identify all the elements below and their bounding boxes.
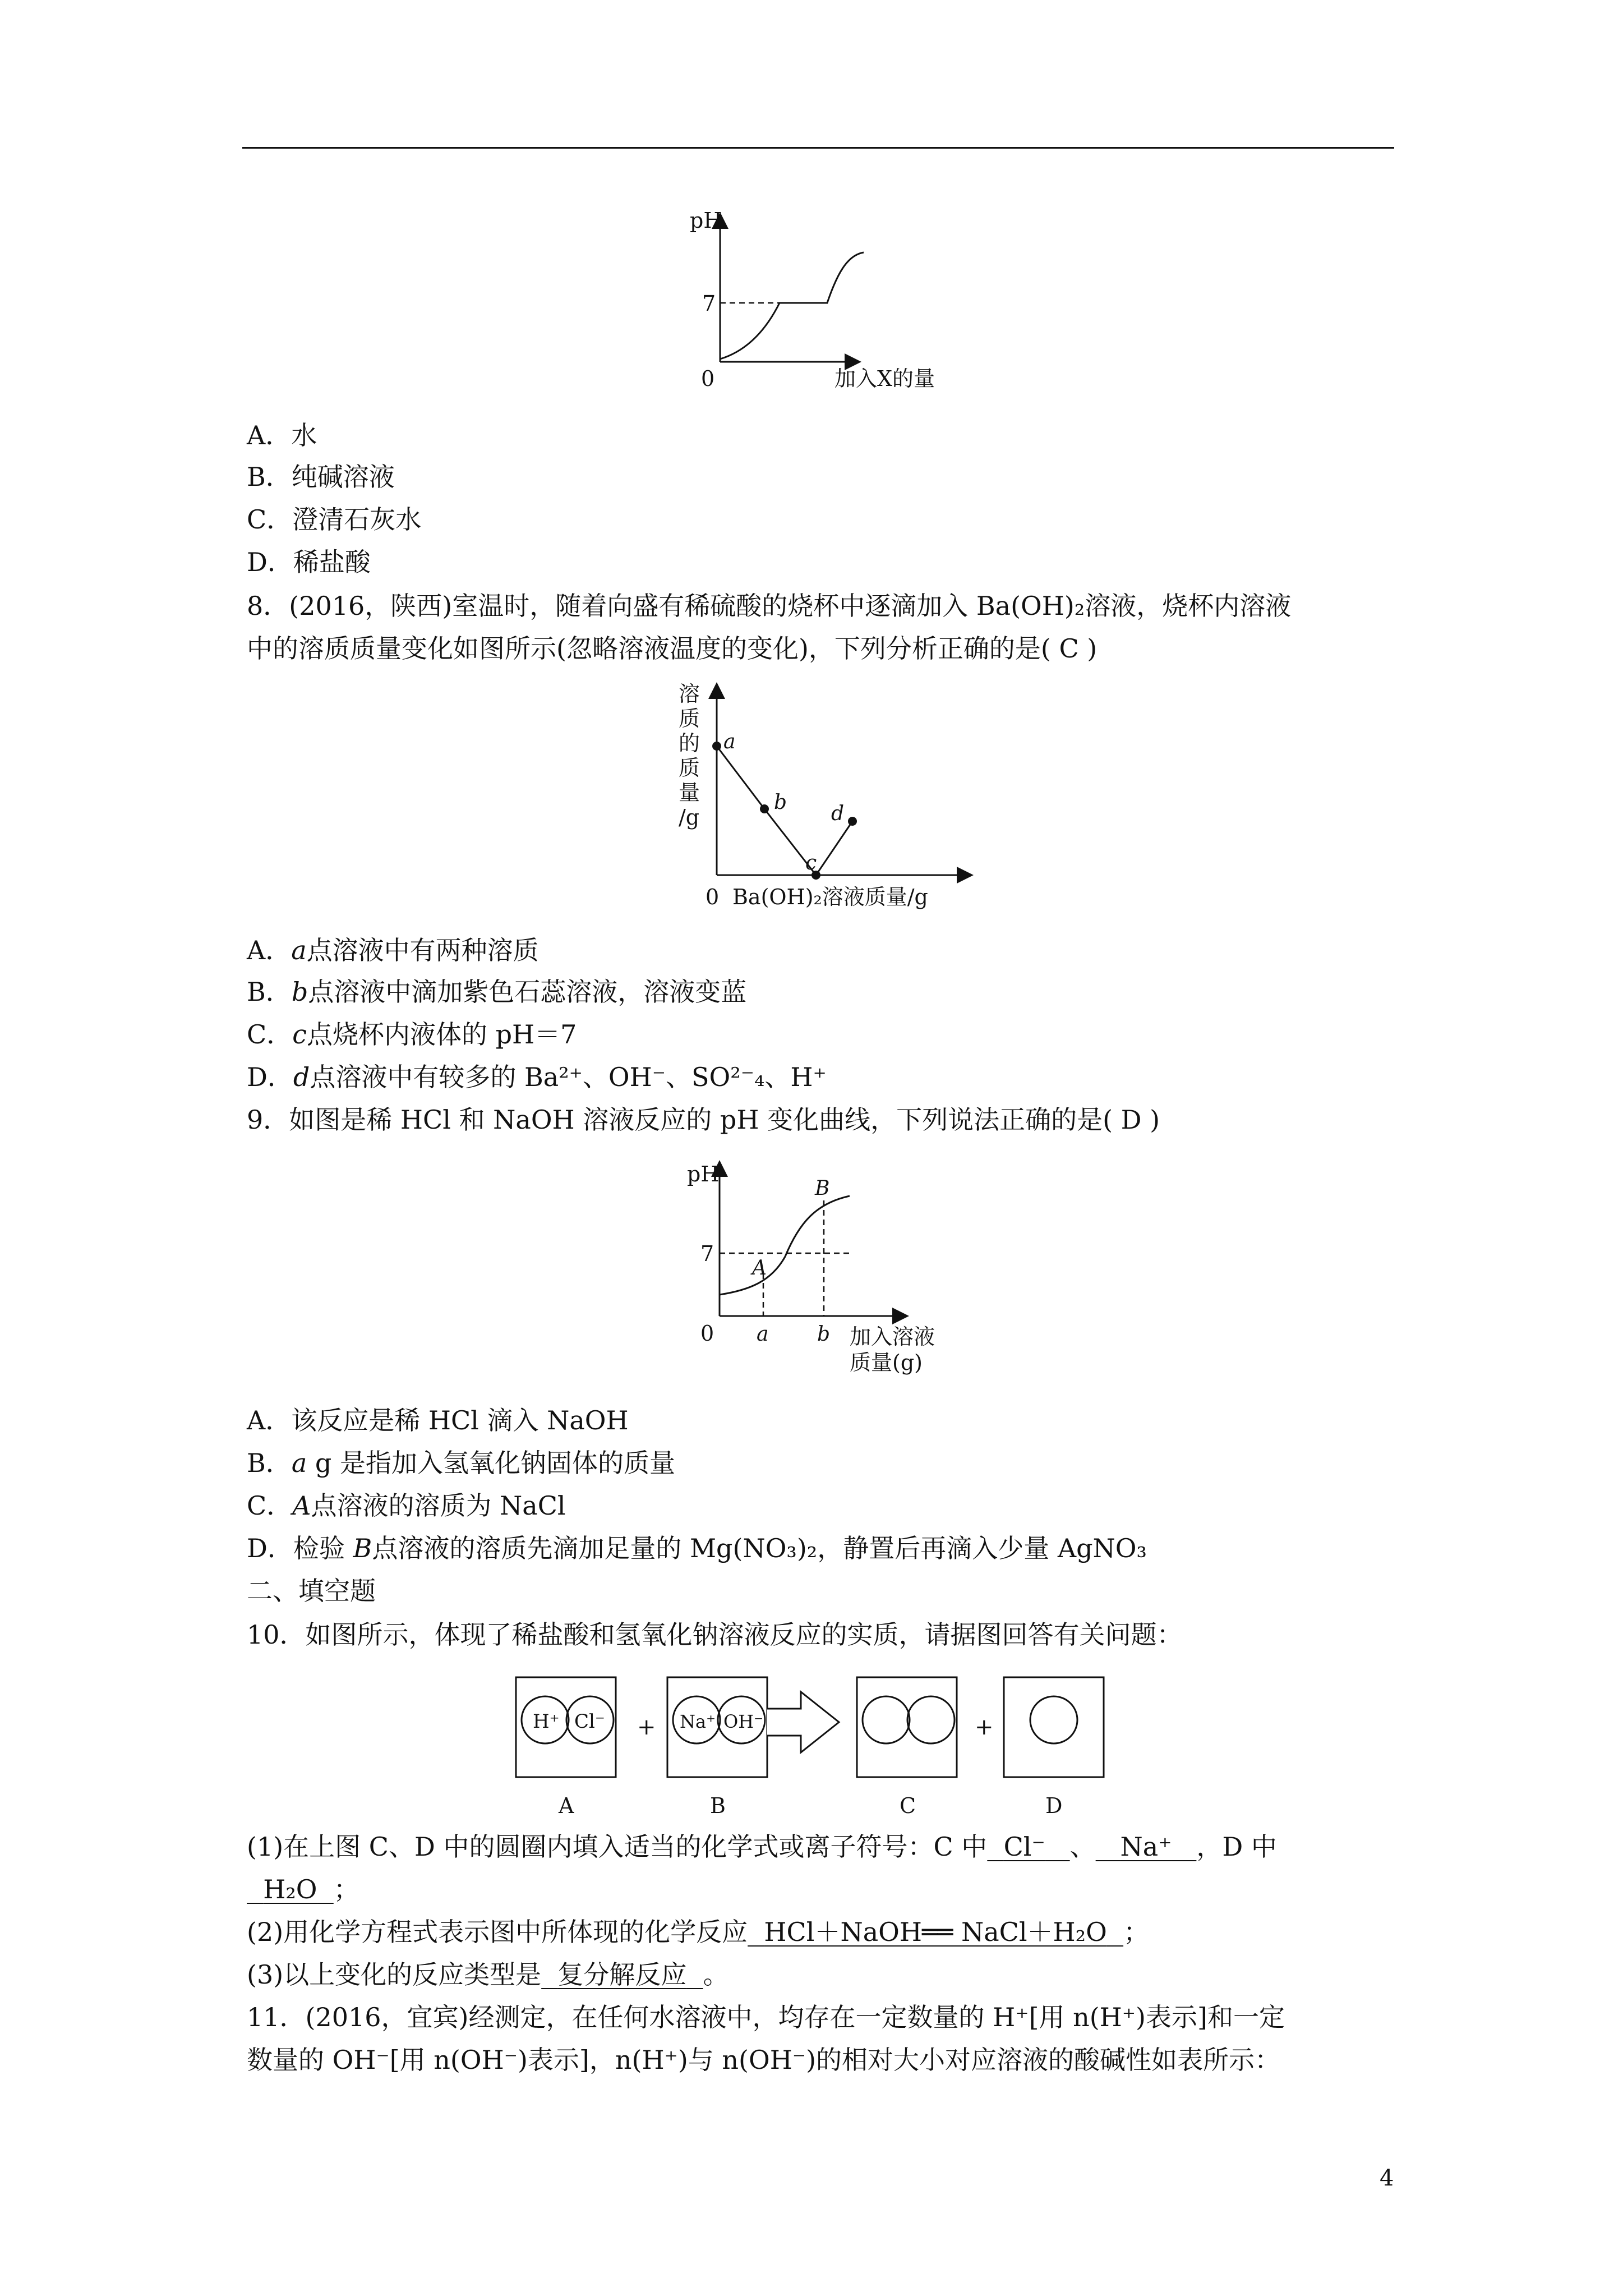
x-label: 加入X的量 [834,366,935,391]
y-label-1: 溶 [679,682,700,706]
q9-ph-figure [687,1156,1001,1391]
circle-c2 [907,1696,955,1743]
q8-stem-line2: 中的溶质质量变化如图所示(忽略溶液温度的变化)，下列分析正确的是( C ) [247,633,1098,664]
q9-option-a: A．该反应是稀 HCl 滴入 NaOH [247,1405,629,1435]
answer-h2o: H₂O [263,1874,317,1904]
x-label-2: 质量(g) [850,1350,923,1375]
q10-part1-line2: H₂O ； [247,1874,359,1905]
q7-option-a: A．水 [247,420,317,450]
ion-oh-label: OH⁻ [723,1711,764,1732]
label-a: A [559,1793,574,1818]
x-label-1: 加入溶液 [850,1324,935,1349]
point-a-label: A [752,1257,767,1280]
q8-option-d: D．d点溶液中有较多的 Ba²⁺、OH⁻、SO²⁻₄、H⁺ [247,1062,827,1092]
label-c: c [805,852,817,875]
origin-label: 0 [701,366,715,391]
y-label-2: 质 [679,706,700,731]
y-label: pH [687,1162,720,1186]
ph-curve [720,252,864,359]
q9-option-c: C．A点溶液的溶质为 NaCl [247,1490,566,1521]
x-tick-b: b [817,1323,831,1346]
q9-option-d: D．检验 B点溶液的溶质先滴加足量的 Mg(NO₃)₂，静置后再滴入少量 AgNO₃ [247,1533,1147,1563]
q9-stem: 9．如图是稀 HCl 和 NaOH 溶液反应的 pH 变化曲线，下列说法正确的是( D ) [247,1105,1160,1135]
circle-d [1030,1696,1077,1743]
reaction-arrow [767,1692,839,1752]
q8-option-b: B．b点溶液中滴加紫色石蕊溶液，溶液变蓝 [247,977,747,1007]
q10-part2: (2)用化学方程式表示图中所体现的化学反应 HCl＋NaOH══ NaCl＋H₂O ； [247,1917,1150,1947]
y-tick-7: 7 [702,291,716,316]
q8-option-c: C．c点烧杯内液体的 pH＝7 [247,1019,577,1050]
label-b: B [710,1793,726,1818]
ion-cl-label: Cl⁻ [574,1710,605,1733]
section-heading: 二、填空题 [247,1576,376,1606]
y-label: pH [690,208,722,233]
origin-label: 0 [706,885,720,909]
box-d [1004,1677,1104,1777]
y-label-6: /g [679,805,700,830]
q7-ph-figure [690,208,1004,398]
q10-part1-line1: (1)在上图 C、D 中的圆圈内填入适当的化学式或离子符号：C 中 Cl⁻ 、 Na⁺ ，D 中 [247,1832,1277,1862]
label-d: d [831,802,845,825]
q8-solute-mass-figure [634,679,981,926]
label-d: D [1045,1793,1063,1818]
ph-curve [720,1196,850,1295]
point-b [760,804,769,813]
point-a [712,742,721,751]
q11-stem-line2: 数量的 OH⁻[用 n(OH⁻)表示]，n(H⁺)与 n(OH⁻)的相对大小对应溶液的酸碱性如表所示： [247,2045,1281,2075]
q10-reaction-diagram [505,1666,1138,1823]
box-c [857,1677,957,1777]
answer-equation: HCl＋NaOH══ NaCl＋H₂O [764,1917,1107,1947]
q11-stem-line1: 11．(2016，宜宾)经测定，在任何水溶液中，均存在一定数量的 H⁺[用 n(H⁺)表示]和一定 [247,2002,1285,2032]
answer-na: Na⁺ [1120,1832,1172,1862]
circle-c1 [863,1696,910,1743]
y-label-5: 量 [679,780,700,805]
label-c: C [900,1793,916,1818]
origin-label: 0 [700,1321,714,1346]
page-number: 4 [1380,2165,1394,2191]
header-rule [242,147,1394,149]
ion-h-label: H⁺ [533,1710,560,1733]
q8-option-a: A．a点溶液中有两种溶质 [247,935,539,965]
q7-option-c: C．澄清石灰水 [247,504,422,535]
ion-na-label: Na⁺ [680,1711,716,1732]
q10-stem: 10．如图所示，体现了稀盐酸和氢氧化钠溶液反应的实质，请据图回答有关问题： [247,1619,1183,1650]
answer-cl: Cl⁻ [1003,1832,1045,1862]
q9-option-b: B．a g 是指加入氢氧化钠固体的质量 [247,1448,675,1478]
label-b: b [774,791,787,814]
point-d [848,817,857,826]
label-a: a [723,730,736,753]
plus-2: + [975,1714,994,1740]
q7-option-b: B．纯碱溶液 [247,462,395,492]
plus-1: + [637,1714,656,1740]
q8-stem-line1: 8．(2016，陕西)室温时，随着向盛有稀硫酸的烧杯中逐滴加入 Ba(OH)₂溶液，烧杯内溶液 [247,591,1292,621]
y-label-4: 质 [679,756,700,780]
q7-option-d: D．稀盐酸 [247,547,371,577]
point-b-label: B [815,1177,830,1200]
answer-reaction-type: 复分解反应 [557,1959,687,1990]
x-label: Ba(OH)₂溶液质量/g [732,885,928,909]
x-tick-a: a [757,1323,769,1346]
y-label-3: 的 [679,731,700,756]
y-tick-7: 7 [700,1241,714,1266]
q10-part3: (3)以上变化的反应类型是 复分解反应 。 [247,1959,729,1990]
